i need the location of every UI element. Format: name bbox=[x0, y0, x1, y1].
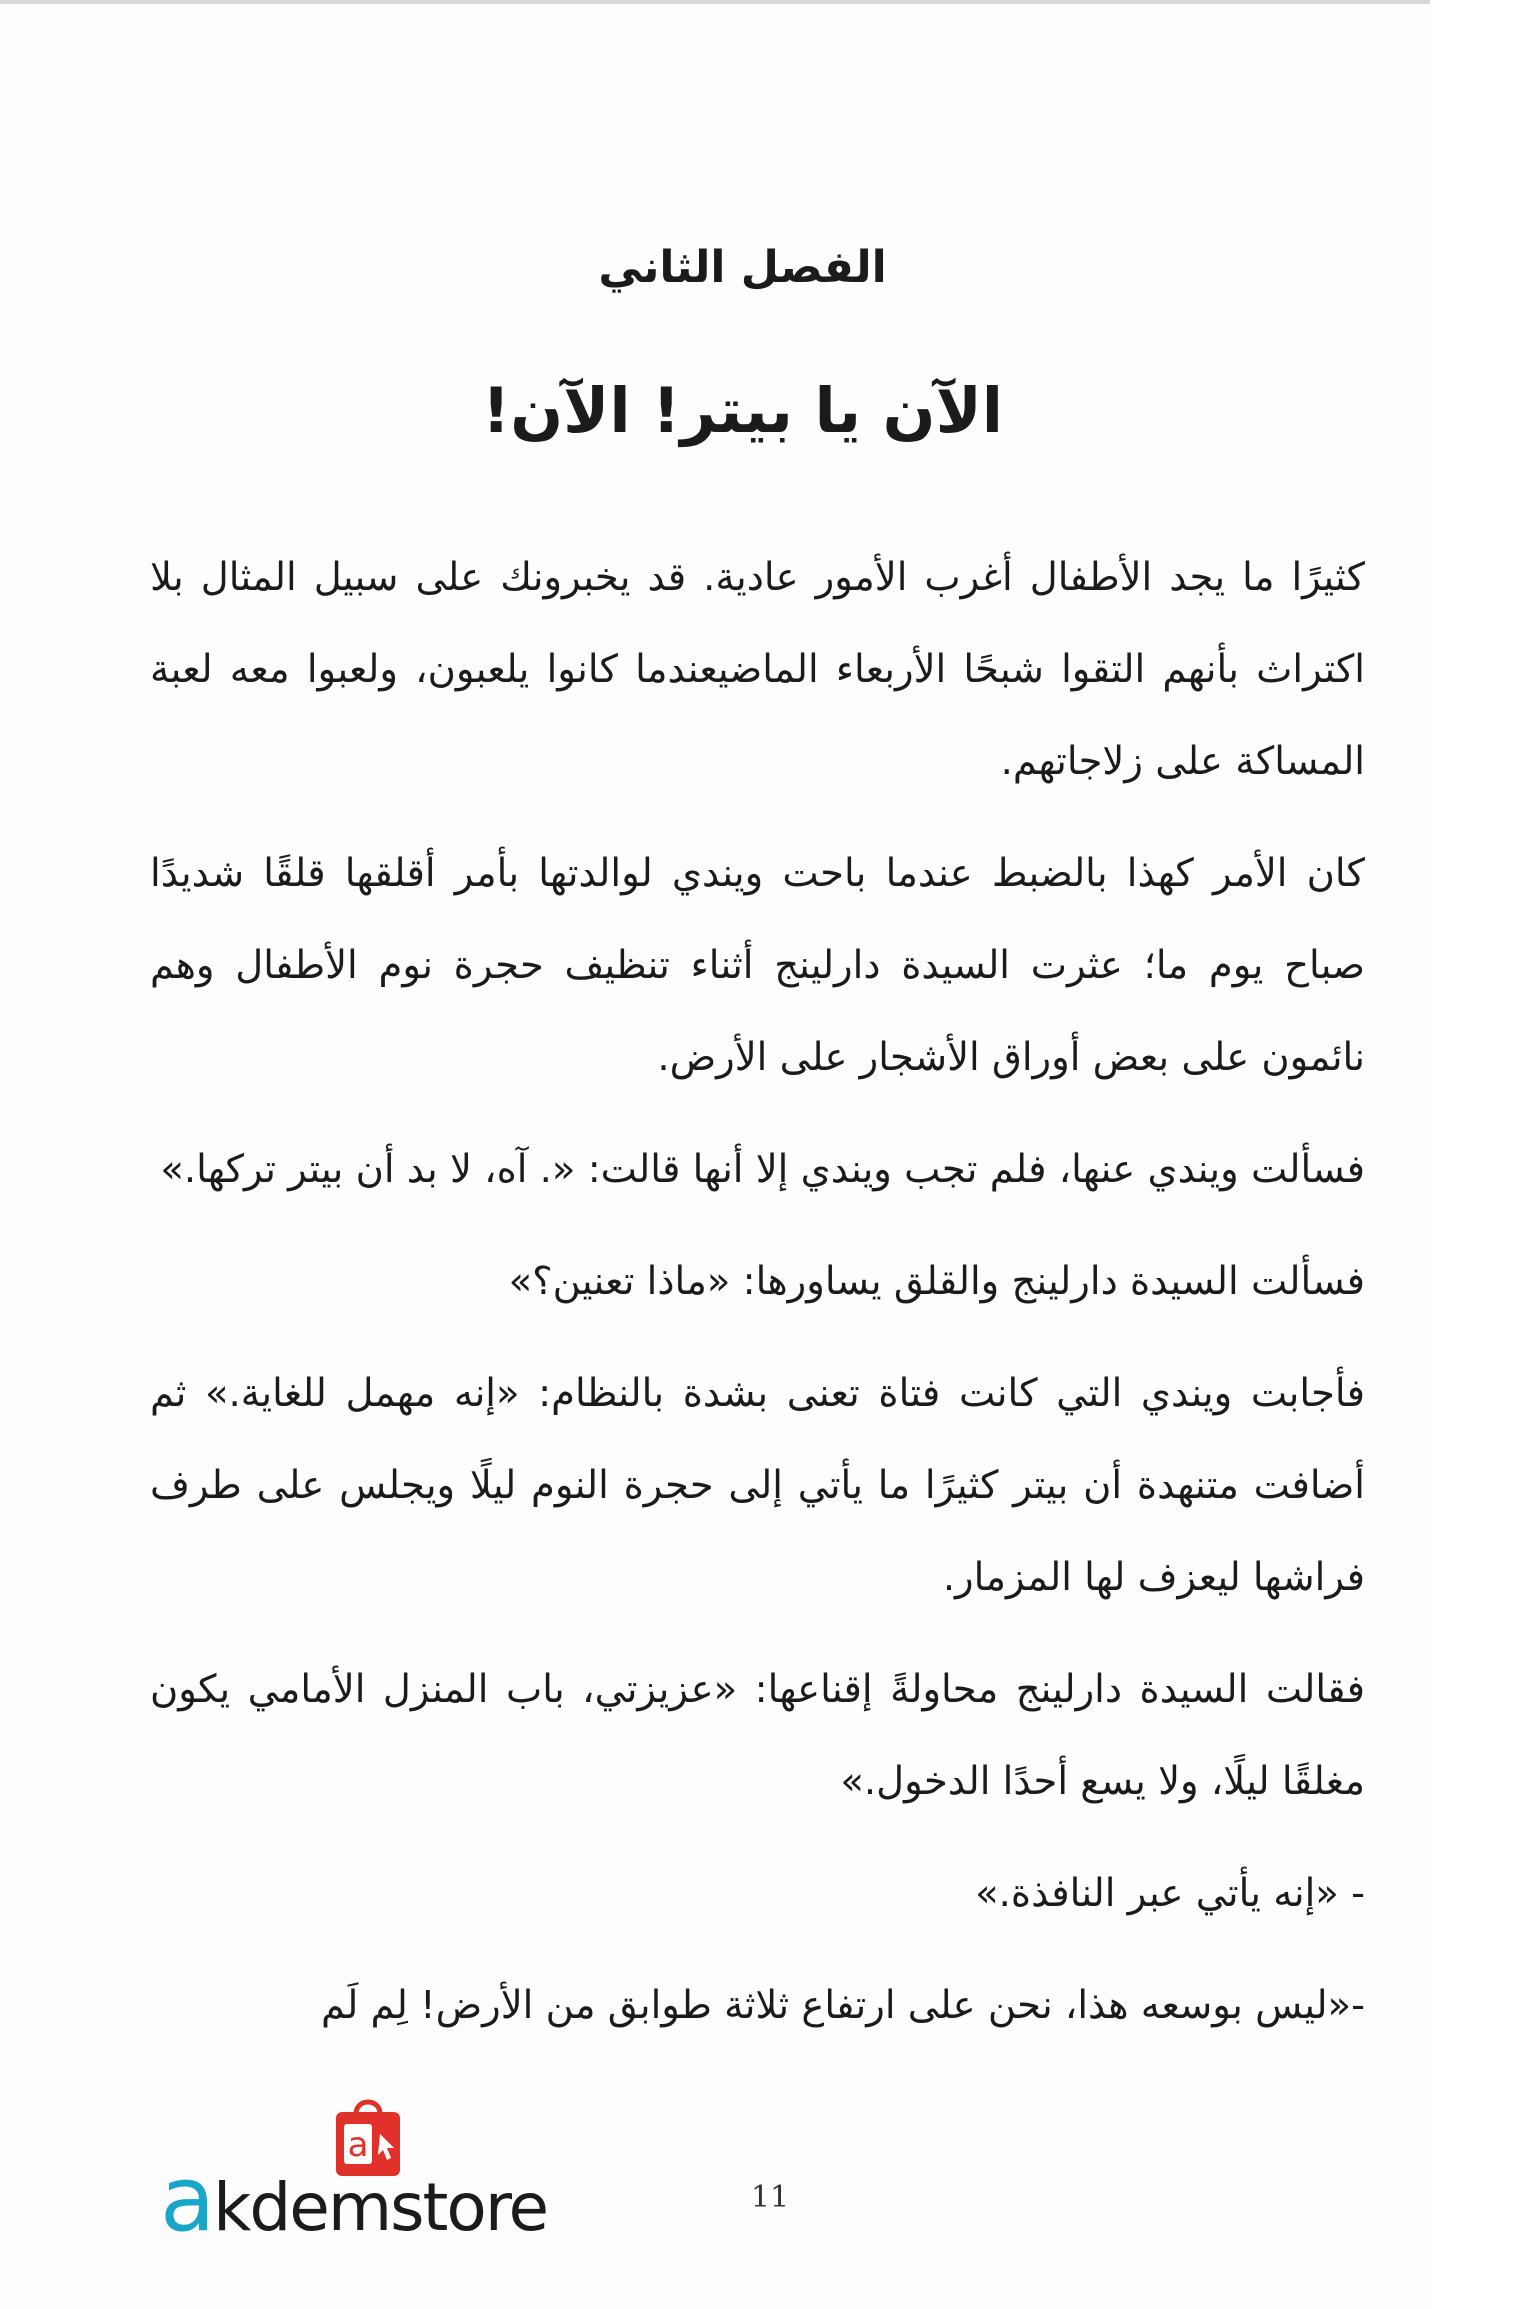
paragraph-3: فسألت ويندي عنها، فلم تجب ويندي إلا أنها قالت: «. آه، لا بد أن بيتر تركها.» bbox=[160, 1147, 1365, 1192]
paragraph-7: - «إنه يأتي عبر النافذة.» bbox=[975, 1871, 1365, 1916]
chapter-title: الآن يا بيتر! الآن! bbox=[481, 374, 1003, 447]
bag-letter: a bbox=[347, 2125, 369, 2165]
paragraph-2: كان الأمر كهذا بالضبط عندما باحت ويندي لوالدتها بأمر أقلقها قلقًا شديدًا صباح يوم ما؛ عثرت السيدة دارلينج أثناء تنظيف حجرة نوم الأطفال وهم نائمون على بعض أوراق الأشجار على الأرض. bbox=[150, 851, 1365, 1080]
brand-first-letter: a bbox=[160, 2147, 214, 2252]
store-logo bbox=[160, 2090, 600, 2252]
chapter-body bbox=[150, 532, 1365, 2072]
page-number: 11 bbox=[750, 2180, 790, 2215]
paragraph-8: -«ليس بوسعه هذا، نحن على ارتفاع ثلاثة طوابق من الأرض! لِم لَم bbox=[320, 1983, 1365, 2028]
brand-rest: kdemstore bbox=[213, 2169, 548, 2246]
paragraph-6: فقالت السيدة دارلينج محاولةً إقناعها: «عزيزتي، باب المنزل الأمامي يكون مغلقًا ليلًا، ولا يسع أحدًا الدخول.» bbox=[150, 1667, 1365, 1804]
brand-name bbox=[160, 2147, 548, 2252]
paragraph-4: فسألت السيدة دارلينج والقلق يساورها: «ماذا تعنين؟» bbox=[508, 1259, 1365, 1304]
book-page bbox=[120, 0, 1365, 2309]
paragraph-1: كثيرًا ما يجد الأطفال أغرب الأمور عادية. قد يخبرونك على سبيل المثال بلا اكتراث بأنهم التقوا شبحًا الأربعاء الماضيعندما كانوا يلعبون، ولعبوا معه لعبة المساكة على زلاجاتهم. bbox=[150, 555, 1365, 784]
paragraph-5: فأجابت ويندي التي كانت فتاة تعنى بشدة بالنظام: «إنه مهمل للغاية.» ثم أضافت متنهدة أن بيتر كثيرًا ما يأتي إلى حجرة النوم ليلًا ويجلس على طرف فراشها ليعزف لها المزمار. bbox=[150, 1371, 1365, 1600]
chapter-label: الفصل الثاني bbox=[598, 242, 887, 293]
page-right-margin bbox=[1430, 0, 1518, 2309]
